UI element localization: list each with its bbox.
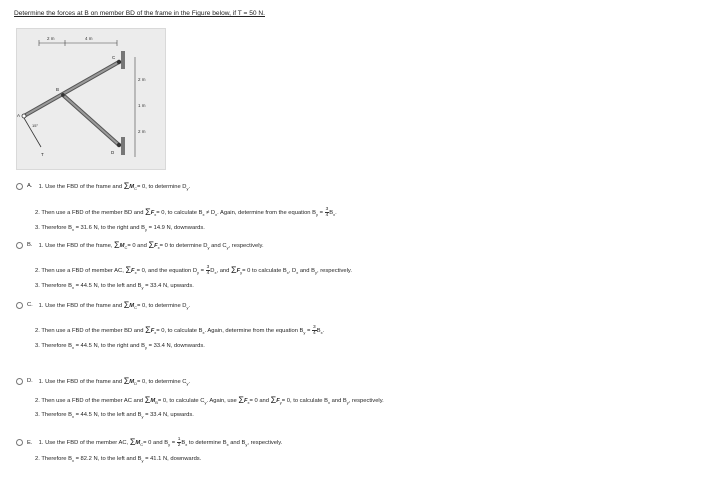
option-c[interactable]: C. 1. Use the FBD of the frame and $\Sigma M_C= 0$, to determine $D_y$. xyxy=(16,300,190,310)
option-a-line-3: 3. Therefore $B_x = 31.6$ N, to the right and $B_y = 14.9$ N, downwards. xyxy=(35,225,205,233)
radio-e[interactable] xyxy=(16,439,23,446)
pin-c xyxy=(117,60,121,64)
label-d: D xyxy=(111,150,115,155)
option-d-letter: D. xyxy=(27,378,33,385)
option-d[interactable]: D. 1. Use the FBD of the frame and $\Sigma M_D= 0$, to determine $C_y$. xyxy=(16,376,190,386)
dim-1m-right: 1 m xyxy=(138,103,146,108)
radio-a[interactable] xyxy=(16,183,23,190)
label-b: B xyxy=(56,87,60,92)
radio-d[interactable] xyxy=(16,378,23,385)
option-a-line-2: 2. Then use a FBD of the member BD and $\Sigma F_x= 0$, to calculate $B_x \ne D_x$. Again, determine from the equation $B_y$ = $\frac{3}{4}$ $B_x$. xyxy=(35,207,337,218)
radio-c[interactable] xyxy=(16,302,23,309)
option-d-line-2: 2. Then use a FBD of the member AC and $\Sigma M_B= 0$, to calculate $C_y$. Again, use $\Sigma F_x= 0$ and $\Sigma F_y= 0$, to calculate $B_x$ and $B_y$, respectively. xyxy=(35,395,384,406)
dim-2m-top: 2 m xyxy=(47,36,55,41)
dim-2m-right-lower: 2 m xyxy=(138,129,146,134)
option-d-line-3: 3. Therefore $B_x = 44.5$ N, to the left and $B_y = 33.4$ N, upwards. xyxy=(35,412,194,420)
wall-support-d xyxy=(121,137,125,155)
pin-b xyxy=(61,93,65,97)
dim-2m-right-upper: 2 m xyxy=(138,77,146,82)
option-c-line-2: 2. Then use a FBD of the member BD and $\Sigma F_x= 0$, to calculate $B_x$. Again, determine from the equation $B_y$ = $\frac{3}{4}$ $B_x$. xyxy=(35,325,325,336)
option-b-line-3: 3. Therefore $B_x = 44.5$ N, to the left and $B_y = 33.4$ N, upwards. xyxy=(35,283,194,291)
option-c-line-3: 3. Therefore $B_x = 44.5$ N, to the right and $B_y = 33.4$ N, downwards. xyxy=(35,343,205,351)
frame-figure xyxy=(16,28,166,170)
pulley-a xyxy=(22,114,26,118)
option-b-letter: B. xyxy=(27,242,33,249)
angle-label: 15° xyxy=(32,123,39,128)
label-a: A xyxy=(17,113,21,118)
option-b[interactable]: B. 1. Use the FBD of the frame, $\Sigma M_C= 0$ and $\Sigma F_x= 0$ to determine $D_y$ and $C_y$, respectively. xyxy=(16,240,264,250)
option-c-letter: C. xyxy=(27,302,33,309)
option-e-line-2: 2. Therefore $B_x = 82.2$ N, to the left and $B_y = 41.1$ N, downwards. xyxy=(35,456,202,464)
option-e[interactable]: E. 1. Use the FBD of the member AC, $\Sigma M_C= 0$ and $B_y$ = $\frac{1}{2}$ $B_x$ to determine $B_x$ and $B_y$, respectively. xyxy=(16,437,282,448)
option-a-letter: A. xyxy=(27,183,33,190)
wall-support-c xyxy=(121,51,125,69)
option-a[interactable]: A. 1. Use the FBD of the frame and $\Sigma M_C= 0$, to determine $D_y$. xyxy=(16,181,190,191)
label-t: T xyxy=(41,152,44,157)
option-b-line-2: 2. Then use a FBD of member AC, $\Sigma F_x= 0$, and the equation $D_y$ = $\frac{3}{4}$ $D_x$, and $\Sigma F_y= 0$ to calculate $B_x$, $D_x$ and $B_y$, respectively. xyxy=(35,265,352,276)
radio-b[interactable] xyxy=(16,242,23,249)
option-e-letter: E. xyxy=(27,439,33,446)
dim-4m-top: 4 m xyxy=(85,36,93,41)
label-c: C xyxy=(112,55,116,60)
question-text: Determine the forces at B on member BD of the frame in the Figure below, if T = 50 N. xyxy=(14,10,265,17)
pin-d xyxy=(117,143,121,147)
